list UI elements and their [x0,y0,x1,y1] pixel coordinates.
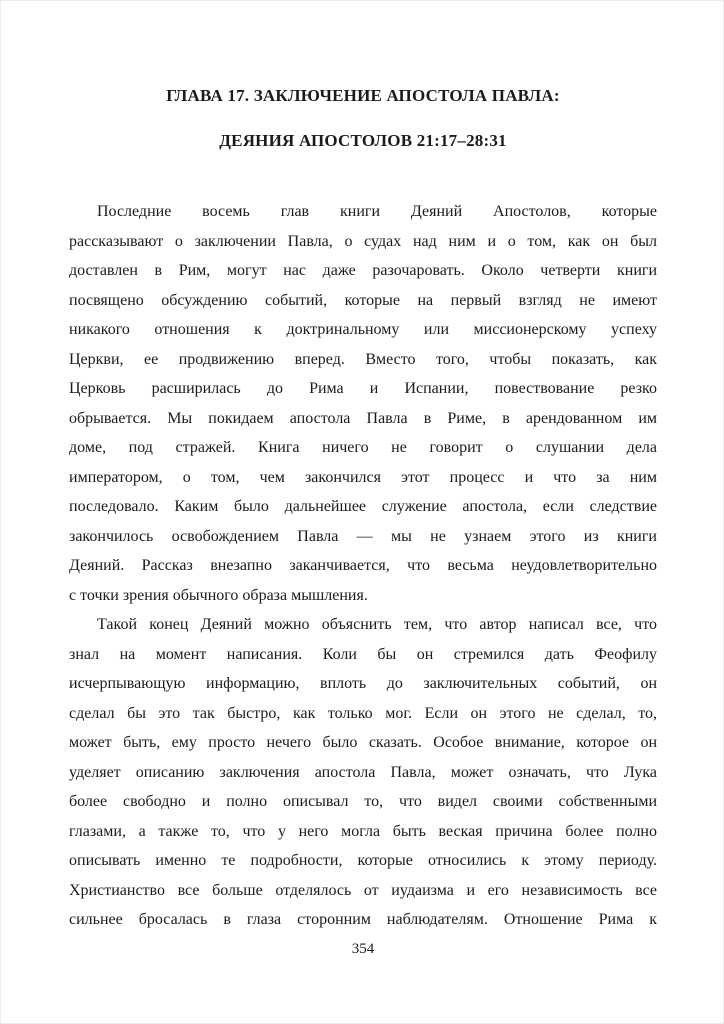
chapter-heading-line-1: ГЛАВА 17. ЗАКЛЮЧЕНИЕ АПОСТОЛА ПАВЛА: [166,86,560,105]
text-line: последовало. Каким было дальнейшее служение апостола, если следствие [69,498,657,515]
text-line: более свободно и полно описывал то, что видел своими собственными [69,793,657,810]
text-line: доме, под стражей. Книга ничего не говорит о слушании дела [69,439,657,456]
text-line: знал на момент написания. Коли бы он стремился дать Феофилу [69,645,657,663]
text-line: доставлен в Рим, могут нас даже разочаровать. Около четверти книги [69,262,657,279]
text-line: обрывается. Мы покидаем апостола Павла в Риме, в арендованном им [69,409,657,427]
text-line: с точки зрения обычного образа мышления. [69,586,368,604]
text-line: сделал бы это так быстро, как только мог. Если он этого не сделал, то, [69,704,657,722]
text-line: уделяет описанию заключения апостола Павла, может означать, что Лука [69,763,657,781]
text-line: глазами, а также то, что у него могла быть веская причина более полно [69,822,657,840]
page-number: 354 [351,941,375,957]
text-line: закончилось освобождением Павла — мы не узнаем этого из книги [69,527,657,545]
text-line: сильнее бросалась в глаза сторонним наблюдателям. Отношение Рима к [69,911,657,928]
body-text [69,197,657,935]
text-line: рассказывают о заключении Павла, о судах над ним и о том, как он был [69,232,657,250]
chapter-heading-line-2: ДЕЯНИЯ АПОСТОЛОВ 21:17–28:31 [219,131,507,150]
text-line: Церкви, ее продвижению вперед. Вместо того, чтобы показать, как [69,350,657,368]
text-line: Христианство все больше отделялось от иудаизма и его независимость все [69,881,657,899]
text-line: посвящено обсуждению событий, которые на первый взгляд не имеют [69,291,657,309]
text-line: описывать именно те подробности, которые относились к этому периоду. [69,852,657,869]
text-line: никакого отношения к доктринальному или миссионерскому успеху [69,321,657,338]
text-line: императором, о том, чем закончился этот процесс и что за ним [69,468,657,486]
text-line: Деяний. Рассказ внезапно заканчивается, что весьма неудовлетворительно [69,557,657,574]
text-line: исчерпывающую информацию, вплоть до заключительных событий, он [69,675,657,692]
text-line: Такой конец Деяний можно объяснить тем, что автор написал все, что [97,616,657,633]
text-line: Последние восемь глав книги Деяний Апостолов, которые [97,203,657,220]
text-line: Церковь расширилась до Рима и Испании, повествование резко [69,380,657,397]
text-line: может быть, ему просто нечего было сказать. Особое внимание, которое он [69,734,657,751]
